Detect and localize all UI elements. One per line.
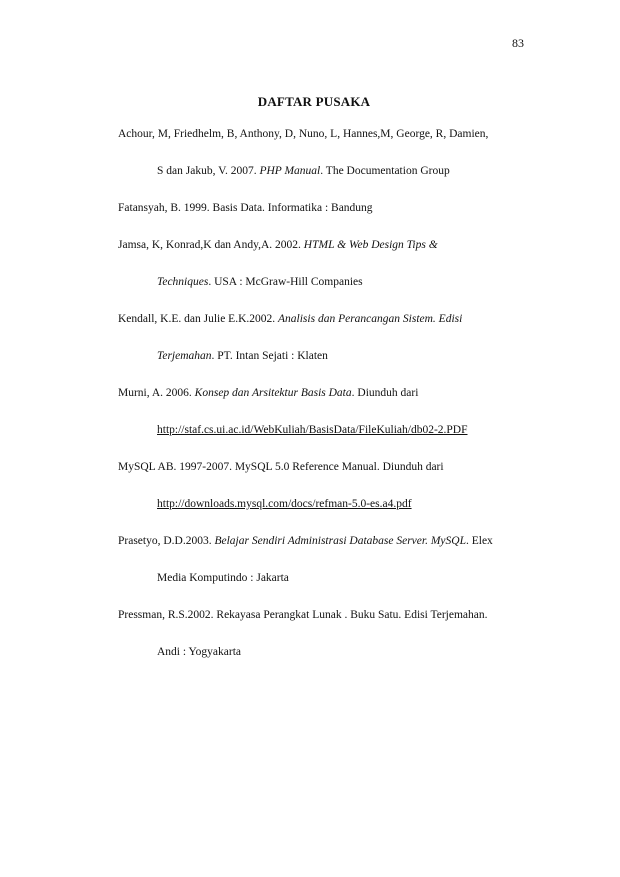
reference-entry	[118, 384, 538, 439]
reference-line	[118, 606, 538, 624]
reference-title: Terjemahan	[157, 350, 212, 362]
reference-text: Achour, M, Friedhelm, B, Anthony, D, Nuno, L, Hannes,M, George, R, Damien,	[118, 128, 489, 140]
reference-text: Prasetyo, D.D.2003.	[118, 535, 215, 547]
reference-line	[118, 458, 538, 476]
reference-url-link[interactable]: http://staf.cs.ui.ac.id/WebKuliah/BasisData/FileKuliah/db02-2.PDF	[157, 424, 468, 436]
reference-text: . The Documentation Group	[320, 165, 450, 177]
reference-line	[118, 125, 538, 143]
reference-entry	[118, 236, 538, 291]
reference-line	[118, 310, 538, 328]
page-number: 83	[512, 36, 524, 50]
reference-text: MySQL AB. 1997-2007. MySQL 5.0 Reference Manual. Diunduh dari	[118, 461, 444, 473]
reference-text: Murni, A. 2006.	[118, 387, 195, 399]
reference-url-link[interactable]: http://downloads.mysql.com/docs/refman-5.0-es.a4.pdf	[157, 498, 412, 510]
reference-line	[118, 384, 538, 402]
reference-title: Techniques	[157, 276, 209, 288]
reference-title: PHP Manual	[259, 165, 321, 177]
reference-title: Analisis dan Perancangan Sistem. Edisi	[278, 313, 463, 325]
reference-text: . PT. Intan Sejati : Klaten	[211, 350, 328, 362]
reference-text: S dan Jakub, V. 2007.	[157, 165, 260, 177]
reference-line-continued	[118, 643, 538, 661]
reference-title: Konsep dan Arsitektur Basis Data	[194, 387, 352, 399]
reference-text: . USA : McGraw-Hill Companies	[208, 276, 363, 288]
reference-entry	[118, 199, 538, 217]
reference-line-continued	[118, 347, 538, 365]
reference-line-continued	[118, 162, 538, 180]
reference-entry	[118, 310, 538, 365]
reference-text: Jamsa, K, Konrad,K dan Andy,A. 2002.	[118, 239, 304, 251]
reference-entry	[118, 532, 538, 587]
reference-text: . Diunduh dari	[351, 387, 419, 399]
reference-text: Kendall, K.E. dan Julie E.K.2002.	[118, 313, 279, 325]
reference-line	[118, 199, 538, 217]
reference-text: Pressman, R.S.2002. Rekayasa Perangkat Lunak . Buku Satu. Edisi Terjemahan.	[118, 609, 488, 621]
reference-line-continued	[118, 273, 538, 291]
reference-title: Belajar Sendiri Administrasi Database Server. MySQL	[214, 535, 466, 547]
reference-list	[118, 125, 538, 680]
reference-line-continued	[118, 569, 538, 587]
reference-line	[118, 236, 538, 254]
reference-entry	[118, 606, 538, 661]
reference-title: HTML & Web Design Tips &	[303, 239, 438, 251]
reference-line	[118, 532, 538, 550]
page-title: DAFTAR PUSAKA	[257, 94, 371, 109]
reference-text: Andi : Yogyakarta	[157, 646, 242, 658]
reference-text: Fatansyah, B. 1999. Basis Data. Informatika : Bandung	[118, 202, 373, 214]
reference-line-continued	[118, 495, 538, 513]
reference-text: Media Komputindo : Jakarta	[157, 572, 289, 584]
reference-text: . Elex	[465, 535, 493, 547]
reference-entry	[118, 125, 538, 180]
reference-entry	[118, 458, 538, 513]
reference-line-continued	[118, 421, 538, 439]
